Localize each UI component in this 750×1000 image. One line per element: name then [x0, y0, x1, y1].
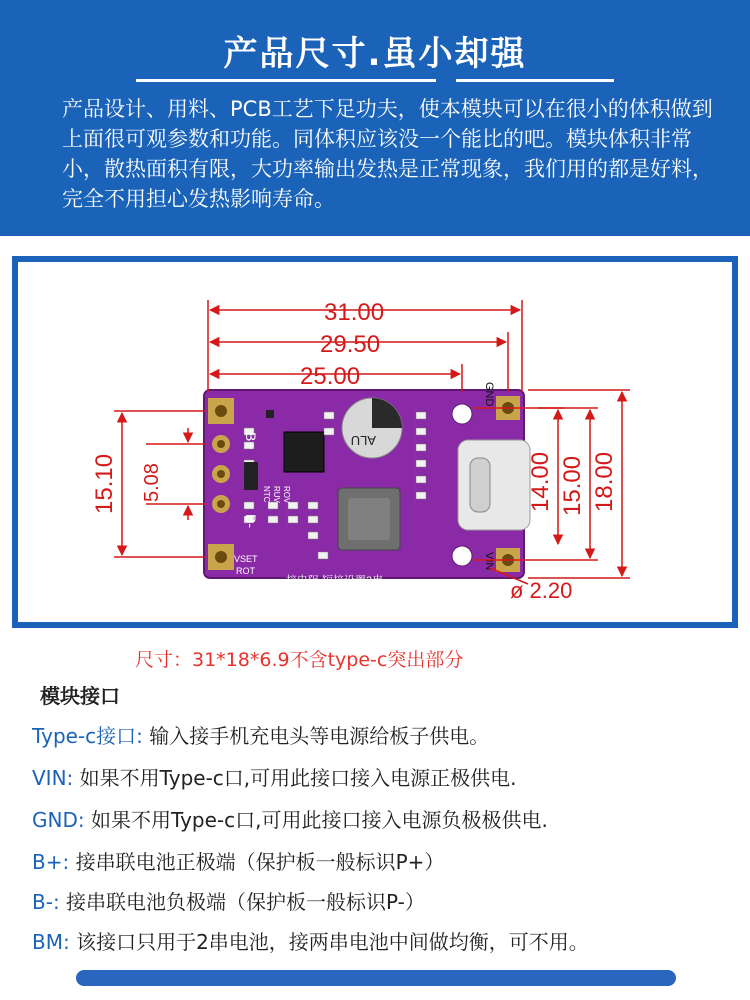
- header-divider: [136, 79, 614, 82]
- type-c-connector: [458, 440, 530, 530]
- svg-text:GND: GND: [483, 382, 495, 407]
- dim-left-inner: 5.08: [141, 463, 163, 502]
- interface-key: B+:: [32, 850, 70, 874]
- svg-text:ROT: ROT: [236, 566, 255, 576]
- interfaces-title: 模块接口: [40, 684, 120, 708]
- size-note: 尺寸：31*18*6.9不含type-c突出部分: [135, 649, 464, 671]
- interface-key: VIN:: [32, 766, 74, 790]
- svg-text:NTC: NTC: [262, 486, 271, 503]
- board-photo-frame: [12, 256, 738, 628]
- dim-hole: ø 2.20: [510, 578, 573, 603]
- interface-row-bplus: [32, 846, 444, 875]
- svg-text:接电阻,短接设置3串: 接电阻,短接设置3串: [286, 575, 384, 587]
- header-banner: [0, 0, 750, 236]
- interface-desc: 接串联电池负极端（保护板一般标识P-）: [66, 890, 425, 914]
- interface-row-bminus: [32, 886, 425, 915]
- board-dimension-drawing: [18, 262, 732, 622]
- svg-text:ROV: ROV: [282, 486, 291, 504]
- header-title: 产品尺寸.虽小却强: [223, 34, 527, 74]
- header-paragraph: 产品设计、用料、PCB工艺下足功夫，使本模块可以在很小的体积做到上面很可观参数和功能。同体积应该没一个能比的吧。模块体积非常小，散热面积有限，大功率输出发热是正常现象，我们用的都是好料，完全不用担心发热影响寿命。: [62, 97, 713, 211]
- interface-row-vin: [32, 762, 517, 791]
- dim-left-outer: 15.10: [91, 453, 118, 514]
- svg-text:RUV: RUV: [272, 486, 281, 503]
- interface-desc: 该接口只用于2串电池，接两串电池中间做均衡，可不用。: [76, 930, 589, 954]
- bottom-decor-bar: [76, 970, 676, 986]
- interface-row-bm: [32, 926, 589, 955]
- interface-desc: 如果不用Type-c口,可用此接口接入电源正极供电.: [79, 766, 517, 790]
- dim-height-inner: 14.00: [527, 451, 554, 512]
- svg-text:VSET: VSET: [234, 554, 258, 564]
- interface-desc: 输入接手机充电头等电源给板子供电。: [149, 724, 490, 748]
- svg-text:VIN: VIN: [483, 552, 495, 571]
- dim-width-total: 31.00: [324, 299, 385, 326]
- interface-desc: 如果不用Type-c口,可用此接口接入电源负极极供电.: [90, 808, 548, 832]
- interface-key: B-:: [32, 890, 60, 914]
- interface-key: BM:: [32, 930, 70, 954]
- interface-key: Type-c接口:: [32, 724, 143, 748]
- board-photo: [18, 262, 732, 622]
- dim-width-mid: 29.50: [320, 331, 381, 358]
- interface-row-typec: [32, 720, 489, 749]
- svg-text:B+: B+: [243, 432, 259, 450]
- cap-label: ALU: [350, 433, 376, 448]
- interface-desc: 接串联电池正极端（保护板一般标识P+）: [75, 850, 445, 874]
- svg-text:B-: B-: [243, 514, 259, 528]
- interface-row-gnd: [32, 804, 548, 833]
- dim-height-total: 18.00: [591, 451, 618, 512]
- interface-key: GND:: [32, 808, 85, 832]
- dim-height-mid: 15.00: [559, 455, 586, 516]
- dim-width-inner: 25.00: [300, 363, 361, 390]
